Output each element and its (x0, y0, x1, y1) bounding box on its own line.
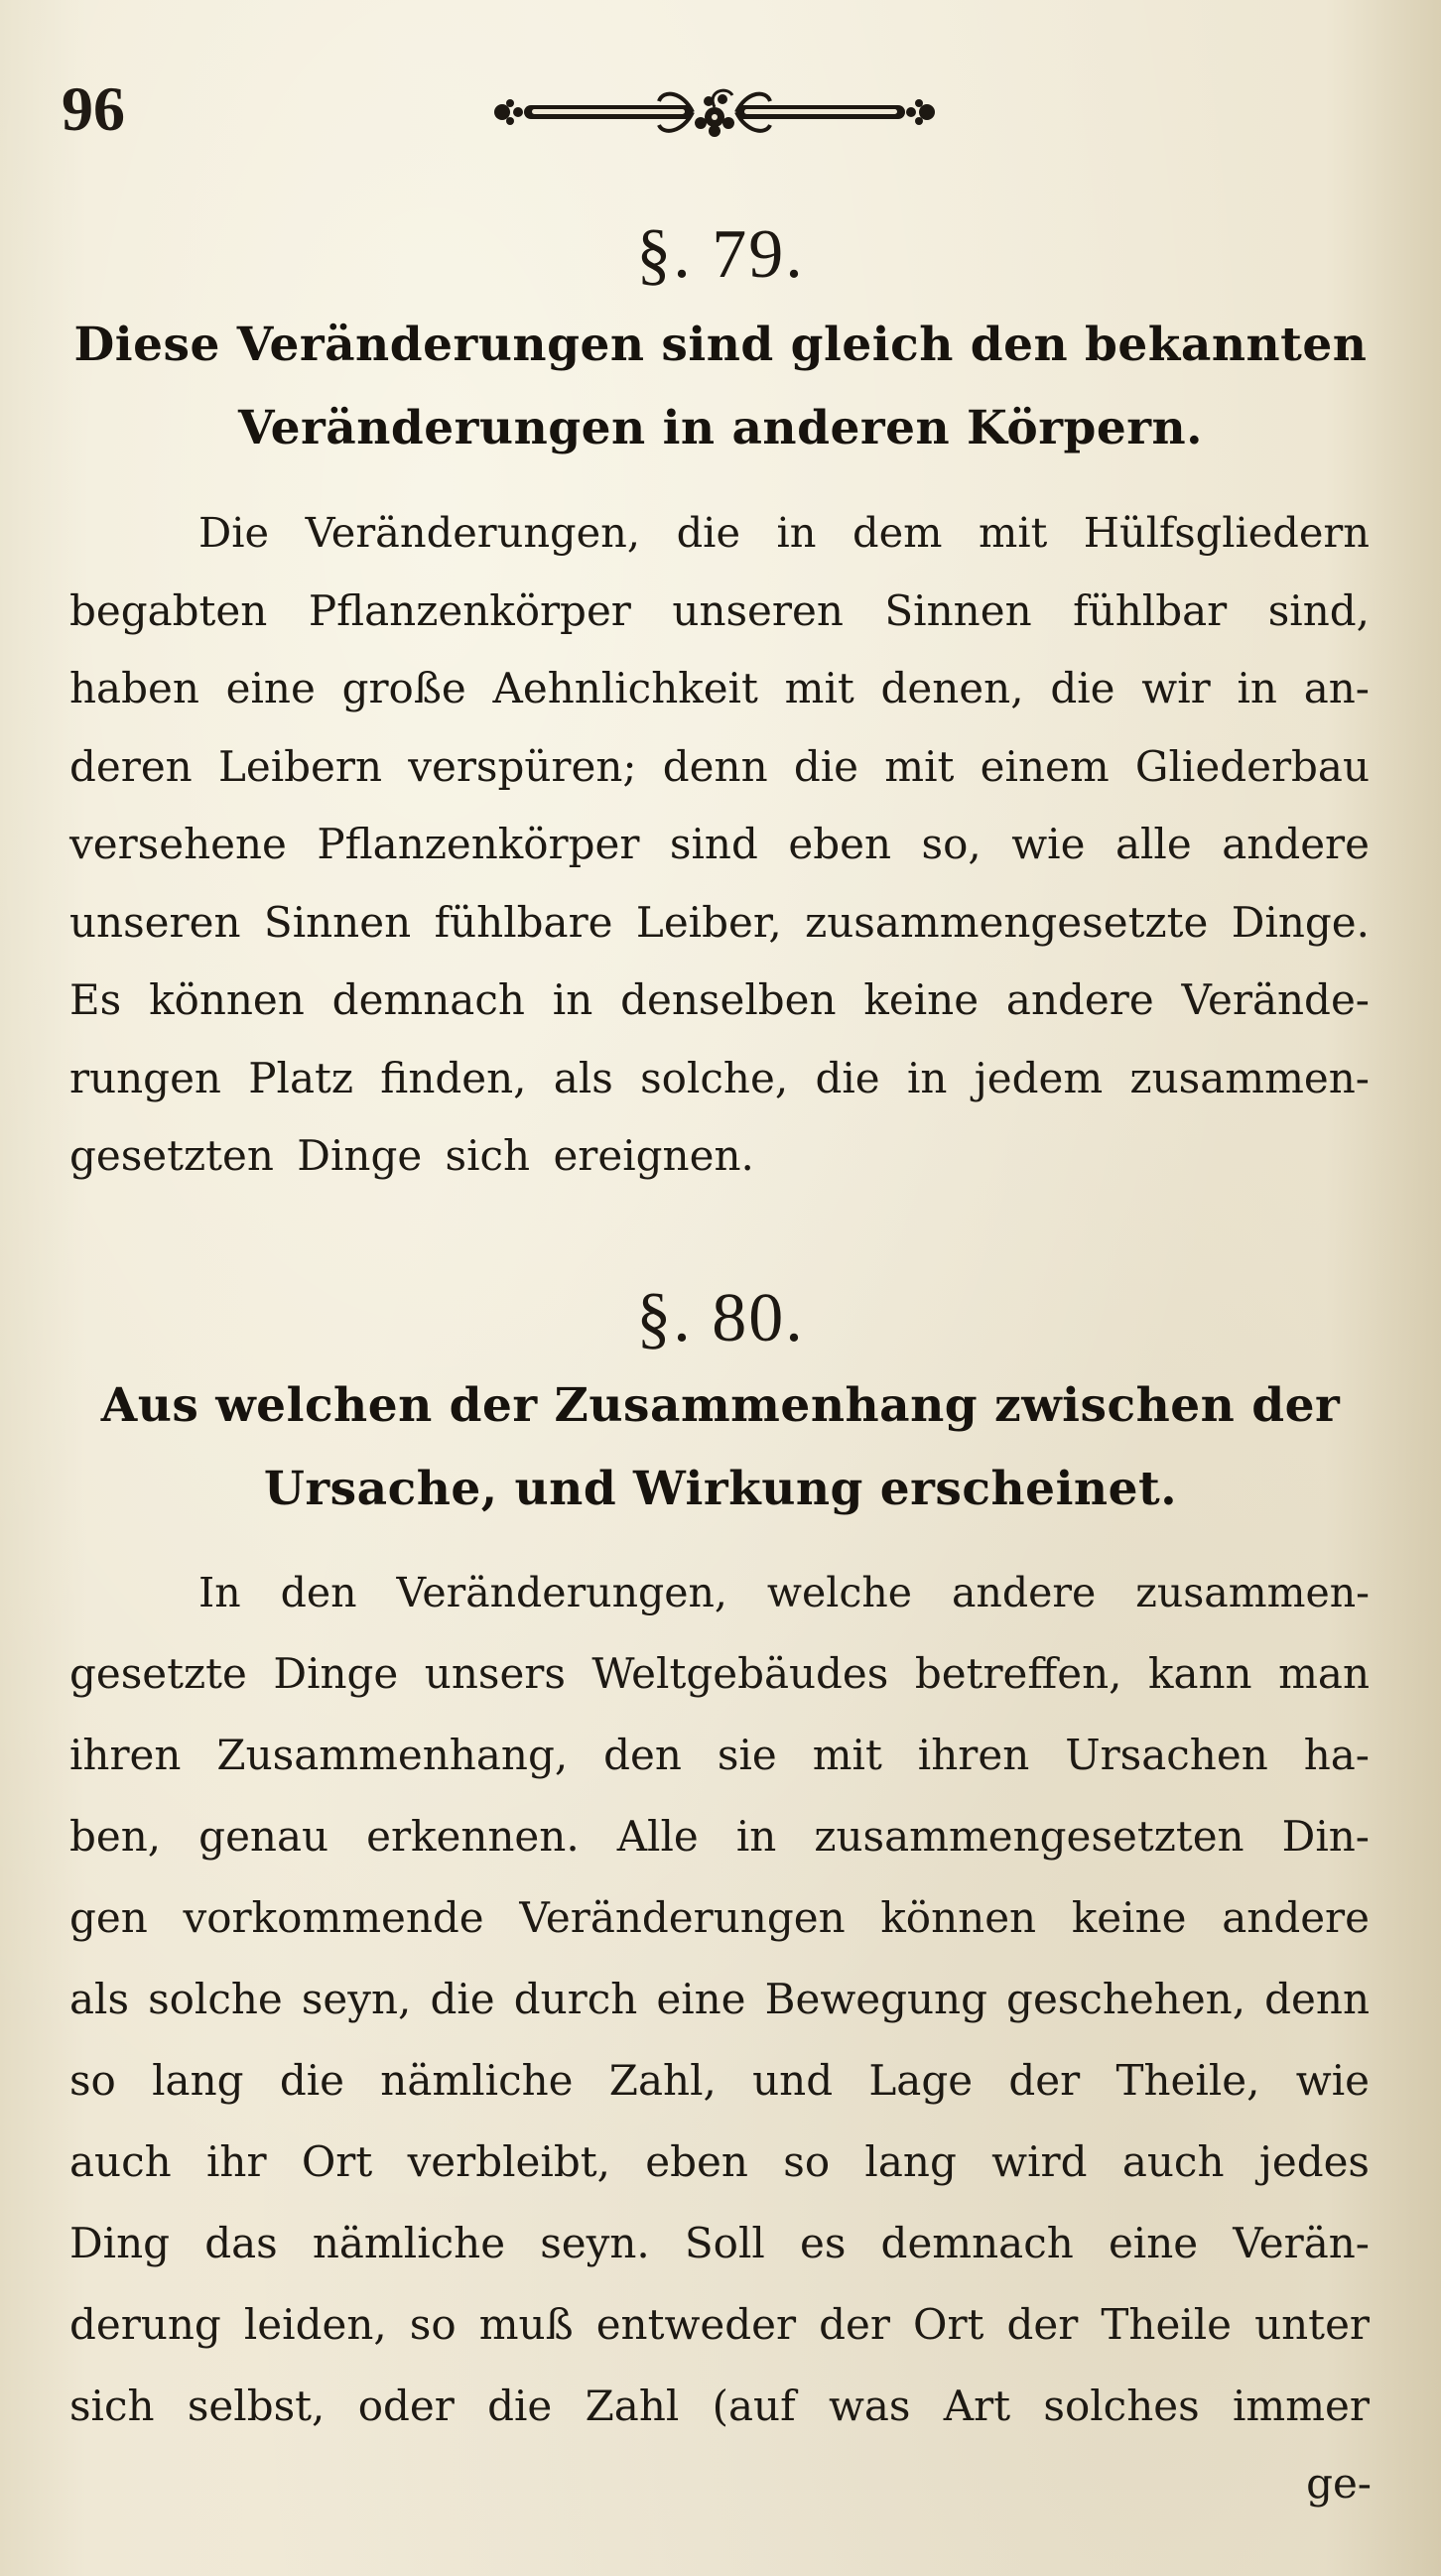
paragraph-section-80 (69, 1552, 1370, 2447)
text-line: so lang die nämliche Zahl, und Lage der Theile, wie (69, 2056, 1370, 2105)
text-line: versehene Pflanzenkörper sind eben so, wie alle andere (69, 820, 1370, 868)
text-line: sich selbst, oder die Zahl (auf was Art solches immer (69, 2382, 1370, 2430)
text-line: gen vorkommende Veränderungen können keine andere (69, 1893, 1370, 1942)
heading-line: Ursache, und Wirkung erscheinet. (263, 1462, 1178, 1516)
page-number: 96 (62, 73, 125, 144)
text-line: haben eine große Aehnlichkeit mit denen, die wir in an- (69, 664, 1370, 712)
heading-line: Veränderungen in anderen Körpern. (237, 401, 1204, 455)
section-heading-80 (60, 1364, 1381, 1531)
paragraph-section-79 (69, 494, 1370, 1196)
catchword: ge- (1306, 2459, 1372, 2508)
text-line: In den Veränderungen, welche andere zusammen- (198, 1569, 1370, 1616)
section-number-80: §. 80. (636, 1280, 805, 1356)
text-line: gesetzte Dinge unsers Weltgebäudes betreffen, kann man (69, 1649, 1370, 1698)
text-line: rungen Platz finden, als solche, die in jedem zusammen- (69, 1053, 1370, 1102)
text-line: auch ihr Ort verbleibt, eben so lang wird auch jedes (69, 2137, 1370, 2186)
section-heading-79 (60, 304, 1381, 470)
text-line: Die Veränderungen, die in dem mit Hülfsgliedern (198, 508, 1370, 557)
section-number-79: §. 79. (636, 216, 805, 293)
text-line: derung leiden, so muß entweder der Ort der Theile unter (69, 2300, 1370, 2349)
text-line: gesetzten Dinge sich ereignen. (69, 1131, 754, 1180)
text-line: Ding das nämliche seyn. Soll es demnach eine Verän- (69, 2219, 1370, 2267)
text-line: unseren Sinnen fühlbare Leiber, zusammengesetzte Dinge. (69, 897, 1370, 947)
floral-vignette-icon (488, 81, 941, 143)
text-line: ben, genau erkennen. Alle in zusammengesetzten Din- (69, 1812, 1370, 1861)
text-line: Es können demnach in denselben keine andere Verände- (69, 975, 1370, 1024)
heading-line: Aus welchen der Zusammenhang zwischen der (100, 1378, 1341, 1433)
heading-line: Diese Veränderungen sind gleich den bekannten (73, 318, 1368, 372)
text-line: als solche seyn, die durch eine Bewegung geschehen, denn (69, 1975, 1370, 2023)
text-line: ihren Zusammenhang, den sie mit ihren Ursachen ha- (69, 1731, 1370, 1779)
text-line: begabten Pflanzenkörper unseren Sinnen fühlbar sind, (69, 585, 1370, 635)
text-line: deren Leibern verspüren; denn die mit einem Gliederbau (69, 741, 1370, 791)
